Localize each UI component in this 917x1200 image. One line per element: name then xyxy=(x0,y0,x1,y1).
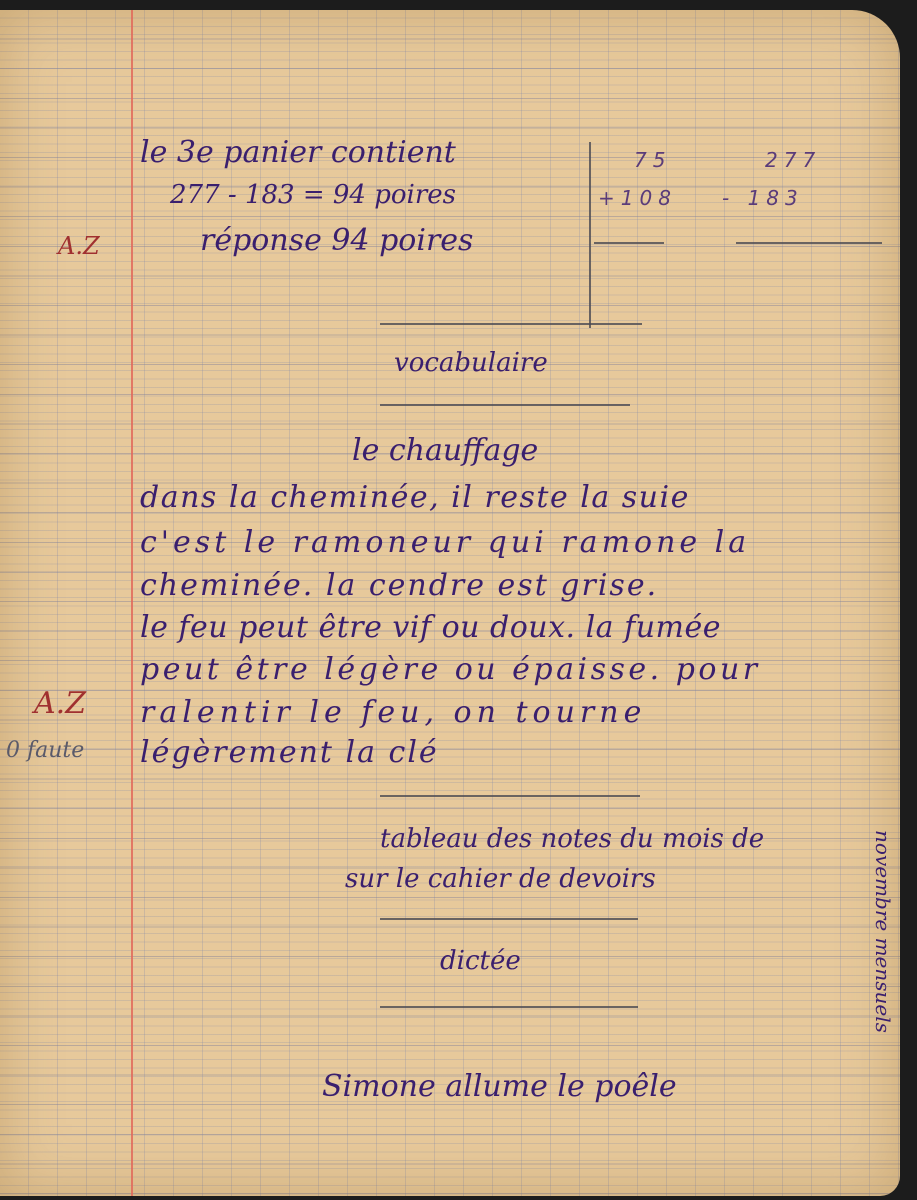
teacher-initials-2: A.Z xyxy=(34,686,87,721)
vocab-line-5: peut être légère ou épaisse. pour xyxy=(140,652,761,687)
vocab-line-3: cheminée. la cendre est grise. xyxy=(140,568,659,603)
tableau-line-2: sur le cahier de devoirs xyxy=(345,864,656,894)
vocab-line-2: c'est le ramoneur qui ramone la xyxy=(140,525,751,560)
faute-note: 0 faute xyxy=(6,738,85,763)
math-line-2: 277 - 183 = 94 poires xyxy=(170,180,456,210)
section-rule-1 xyxy=(380,323,642,325)
section-rule-4 xyxy=(380,918,638,920)
teacher-initials-1: A.Z xyxy=(58,232,100,260)
vocab-line-6: ralentir le feu, on tourne xyxy=(140,695,647,730)
math-line-1: le 3e panier contient xyxy=(140,135,456,170)
notebook-page xyxy=(0,10,900,1196)
operation-1-rule xyxy=(594,242,664,244)
section-rule-3 xyxy=(380,795,640,797)
operation-2-top: 277 xyxy=(765,148,822,172)
section-rule-5 xyxy=(380,1006,638,1008)
operation-1-bottom: +108 xyxy=(598,186,677,210)
vocab-line-4: le feu peut être vif ou doux. la fumée xyxy=(140,610,721,645)
section-rule-2 xyxy=(380,404,630,406)
vocabulaire-heading: vocabulaire xyxy=(394,348,548,378)
chauffage-title: le chauffage xyxy=(352,433,539,468)
operation-divider xyxy=(589,142,591,328)
math-answer: réponse 94 poires xyxy=(200,223,474,258)
operation-2-rule xyxy=(736,242,882,244)
tableau-side-note: novembre mensuels xyxy=(871,830,895,1033)
vocab-line-7: légèrement la clé xyxy=(140,735,439,770)
margin-line xyxy=(131,10,133,1196)
dictee-first-line: Simone allume le poêle xyxy=(322,1069,677,1104)
tableau-line-1: tableau des notes du mois de xyxy=(380,824,765,854)
dictee-heading: dictée xyxy=(440,946,521,976)
operation-2-bottom: - 183 xyxy=(722,186,804,210)
vocab-line-1: dans la cheminée, il reste la suie xyxy=(140,480,690,515)
operation-1-top: 75 xyxy=(634,148,672,172)
